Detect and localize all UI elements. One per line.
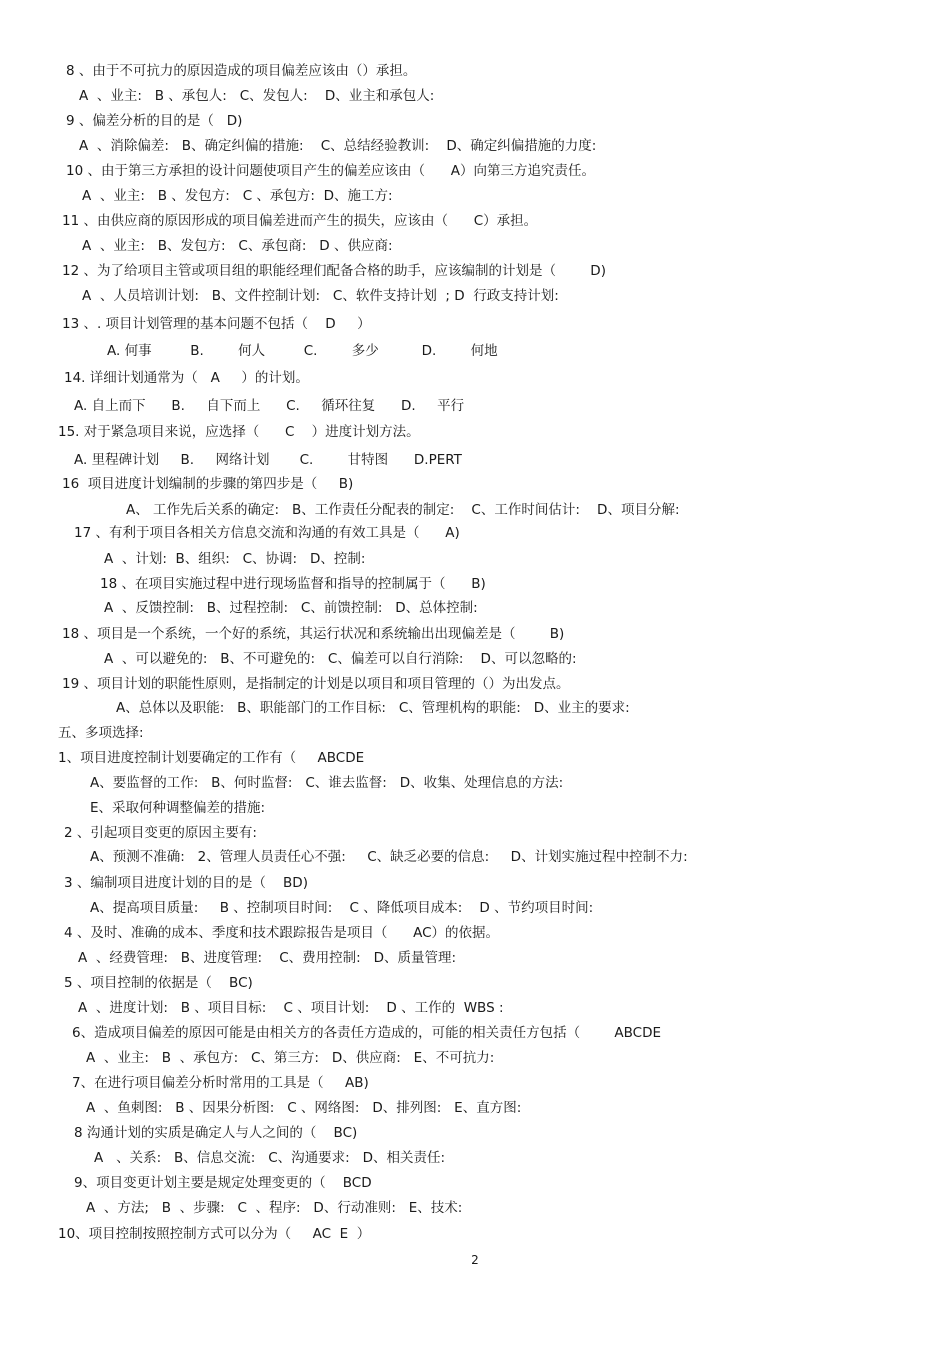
mc-options-6: A 、业主: B 、承包方: C、第三方: D、供应商: E、不可抗力: [86, 1050, 495, 1066]
question-16: 16 项目进度计划编制的步骤的第四步是（ B) [62, 476, 354, 492]
page-number: 2 [471, 1253, 479, 1267]
question-12: 12 、为了给项目主管或项目组的职能经理们配备合格的助手，应该编制的计划是（ D) [62, 263, 606, 279]
question-10: 10 、由于第三方承担的设计问题使项目产生的偏差应该由（ A）向第三方追究责任。 [66, 163, 595, 179]
mc-options-1: A、要监督的工作: B、何时监督: C、谁去监督: D、收集、处理信息的方法: [90, 775, 564, 791]
mc-question-8: 8 沟通计划的实质是确定人与人之间的（ BC) [74, 1125, 358, 1141]
question-8: 8 、由于不可抗力的原因造成的项目偏差应该由（）承担。 [66, 63, 417, 79]
options-19: A、总体以及职能: B、职能部门的工作目标: C、管理机构的职能: D、业主的要求: [116, 700, 630, 716]
options-17: A 、计划: B、组织: C、协调: D、控制: [104, 551, 366, 567]
mc-options-8: A 、关系: B、信息交流: C、沟通要求: D、相关责任: [94, 1150, 446, 1166]
options-13: A. 何事 B. 何人 C. 多少 D. 何地 [107, 343, 498, 359]
question-18b: 18 、项目是一个系统，一个好的系统，其运行状况和系统输出出现偏差是（ B) [62, 626, 565, 642]
mc-question-1: 1、项目进度控制计划要确定的工作有（ ABCDE [58, 750, 365, 766]
question-14: 14. 详细计划通常为（ A ）的计划。 [64, 370, 309, 386]
options-18a: A 、反馈控制: B、过程控制: C、前馈控制: D、总体控制: [104, 600, 478, 616]
mc-options-5: A 、进度计划: B 、项目目标: C 、项目计划: D 、工作的 WBS : [78, 1000, 504, 1016]
question-15: 15. 对于紧急项目来说，应选择（ C ）进度计划方法。 [58, 424, 420, 440]
question-13: 13 、. 项目计划管理的基本问题不包括（ D ） [62, 316, 371, 332]
mc-question-6: 6、造成项目偏差的原因可能是由相关方的各责任方造成的，可能的相关责任方包括（ ABCDE [72, 1025, 662, 1041]
question-11: 11 、由供应商的原因形成的项目偏差进而产生的损失，应该由（ C）承担。 [62, 213, 538, 229]
mc-question-2: 2 、引起项目变更的原因主要有: [64, 825, 257, 841]
options-14: A. 自上而下 B. 自下而上 C. 循环往复 D. 平行 [74, 398, 465, 414]
question-9: 9 、偏差分析的目的是（ D) [66, 113, 243, 129]
mc-question-3: 3 、编制项目进度计划的目的是（ BD) [64, 875, 308, 891]
mc-question-5: 5 、项目控制的依据是（ BC) [64, 975, 253, 991]
options-11: A 、业主: B、发包方: C、承包商: D 、供应商: [82, 238, 393, 254]
question-17: 17 、有利于项目各相关方信息交流和沟通的有效工具是（ A) [74, 525, 460, 541]
mc-options-7: A 、鱼刺图: B 、因果分析图: C 、网络图: D、排列图: E、直方图: [86, 1100, 522, 1116]
question-18a: 18 、在项目实施过程中进行现场监督和指导的控制属于（ B) [100, 576, 486, 592]
options-18b: A 、可以避免的: B、不可避免的: C、偏差可以自行消除: D、可以忽略的: [104, 651, 577, 667]
mc-options-4: A 、经费管理: B、进度管理: C、费用控制: D、质量管理: [78, 950, 457, 966]
mc-options-3: A、提高项目质量: B 、控制项目时间: C 、降低项目成本: D 、节约项目时间: [90, 900, 594, 916]
options-10: A 、业主: B 、发包方: C 、承包方: D、施工方: [82, 188, 393, 204]
options-12: A 、人员培训计划: B、文件控制计划: C、软件支持计划 ; D 行政支持计划: [82, 288, 559, 304]
mc-options-9: A 、方法; B 、步骤: C 、程序: D、行动准则: E、技术: [86, 1200, 463, 1216]
mc-options-1-e: E、采取何种调整偏差的措施: [90, 800, 266, 816]
options-9: A 、消除偏差: B、确定纠偏的措施: C、总结经验教训: D、确定纠偏措施的力度: [79, 138, 597, 154]
options-15: A. 里程碑计划 B. 网络计划 C. 甘特图 D.PERT [74, 452, 462, 468]
options-8: A 、业主: B 、承包人: C、发包人: D、业主和承包人: [79, 88, 435, 104]
mc-question-4: 4 、及时、准确的成本、季度和技术跟踪报告是项目（ AC）的依据。 [64, 925, 500, 941]
mc-question-10: 10、项目控制按照控制方式可以分为（ AC E ） [58, 1226, 371, 1242]
mc-question-7: 7、在进行项目偏差分析时常用的工具是（ AB) [72, 1075, 369, 1091]
section-heading-multiple-choice: 五、多项选择: [58, 725, 144, 741]
mc-question-9: 9、项目变更计划主要是规定处理变更的（ BCD [74, 1175, 372, 1191]
mc-options-2: A、预测不准确: 2、管理人员责任心不强: C、缺乏必要的信息: D、计划实施过程中控制不力: [90, 849, 688, 865]
question-19: 19 、项目计划的职能性原则，是指制定的计划是以项目和项目管理的（）为出发点。 [62, 676, 570, 692]
options-16: A、 工作先后关系的确定: B、工作责任分配表的制定: C、工作时间估计: D、项目分解: [126, 502, 680, 518]
